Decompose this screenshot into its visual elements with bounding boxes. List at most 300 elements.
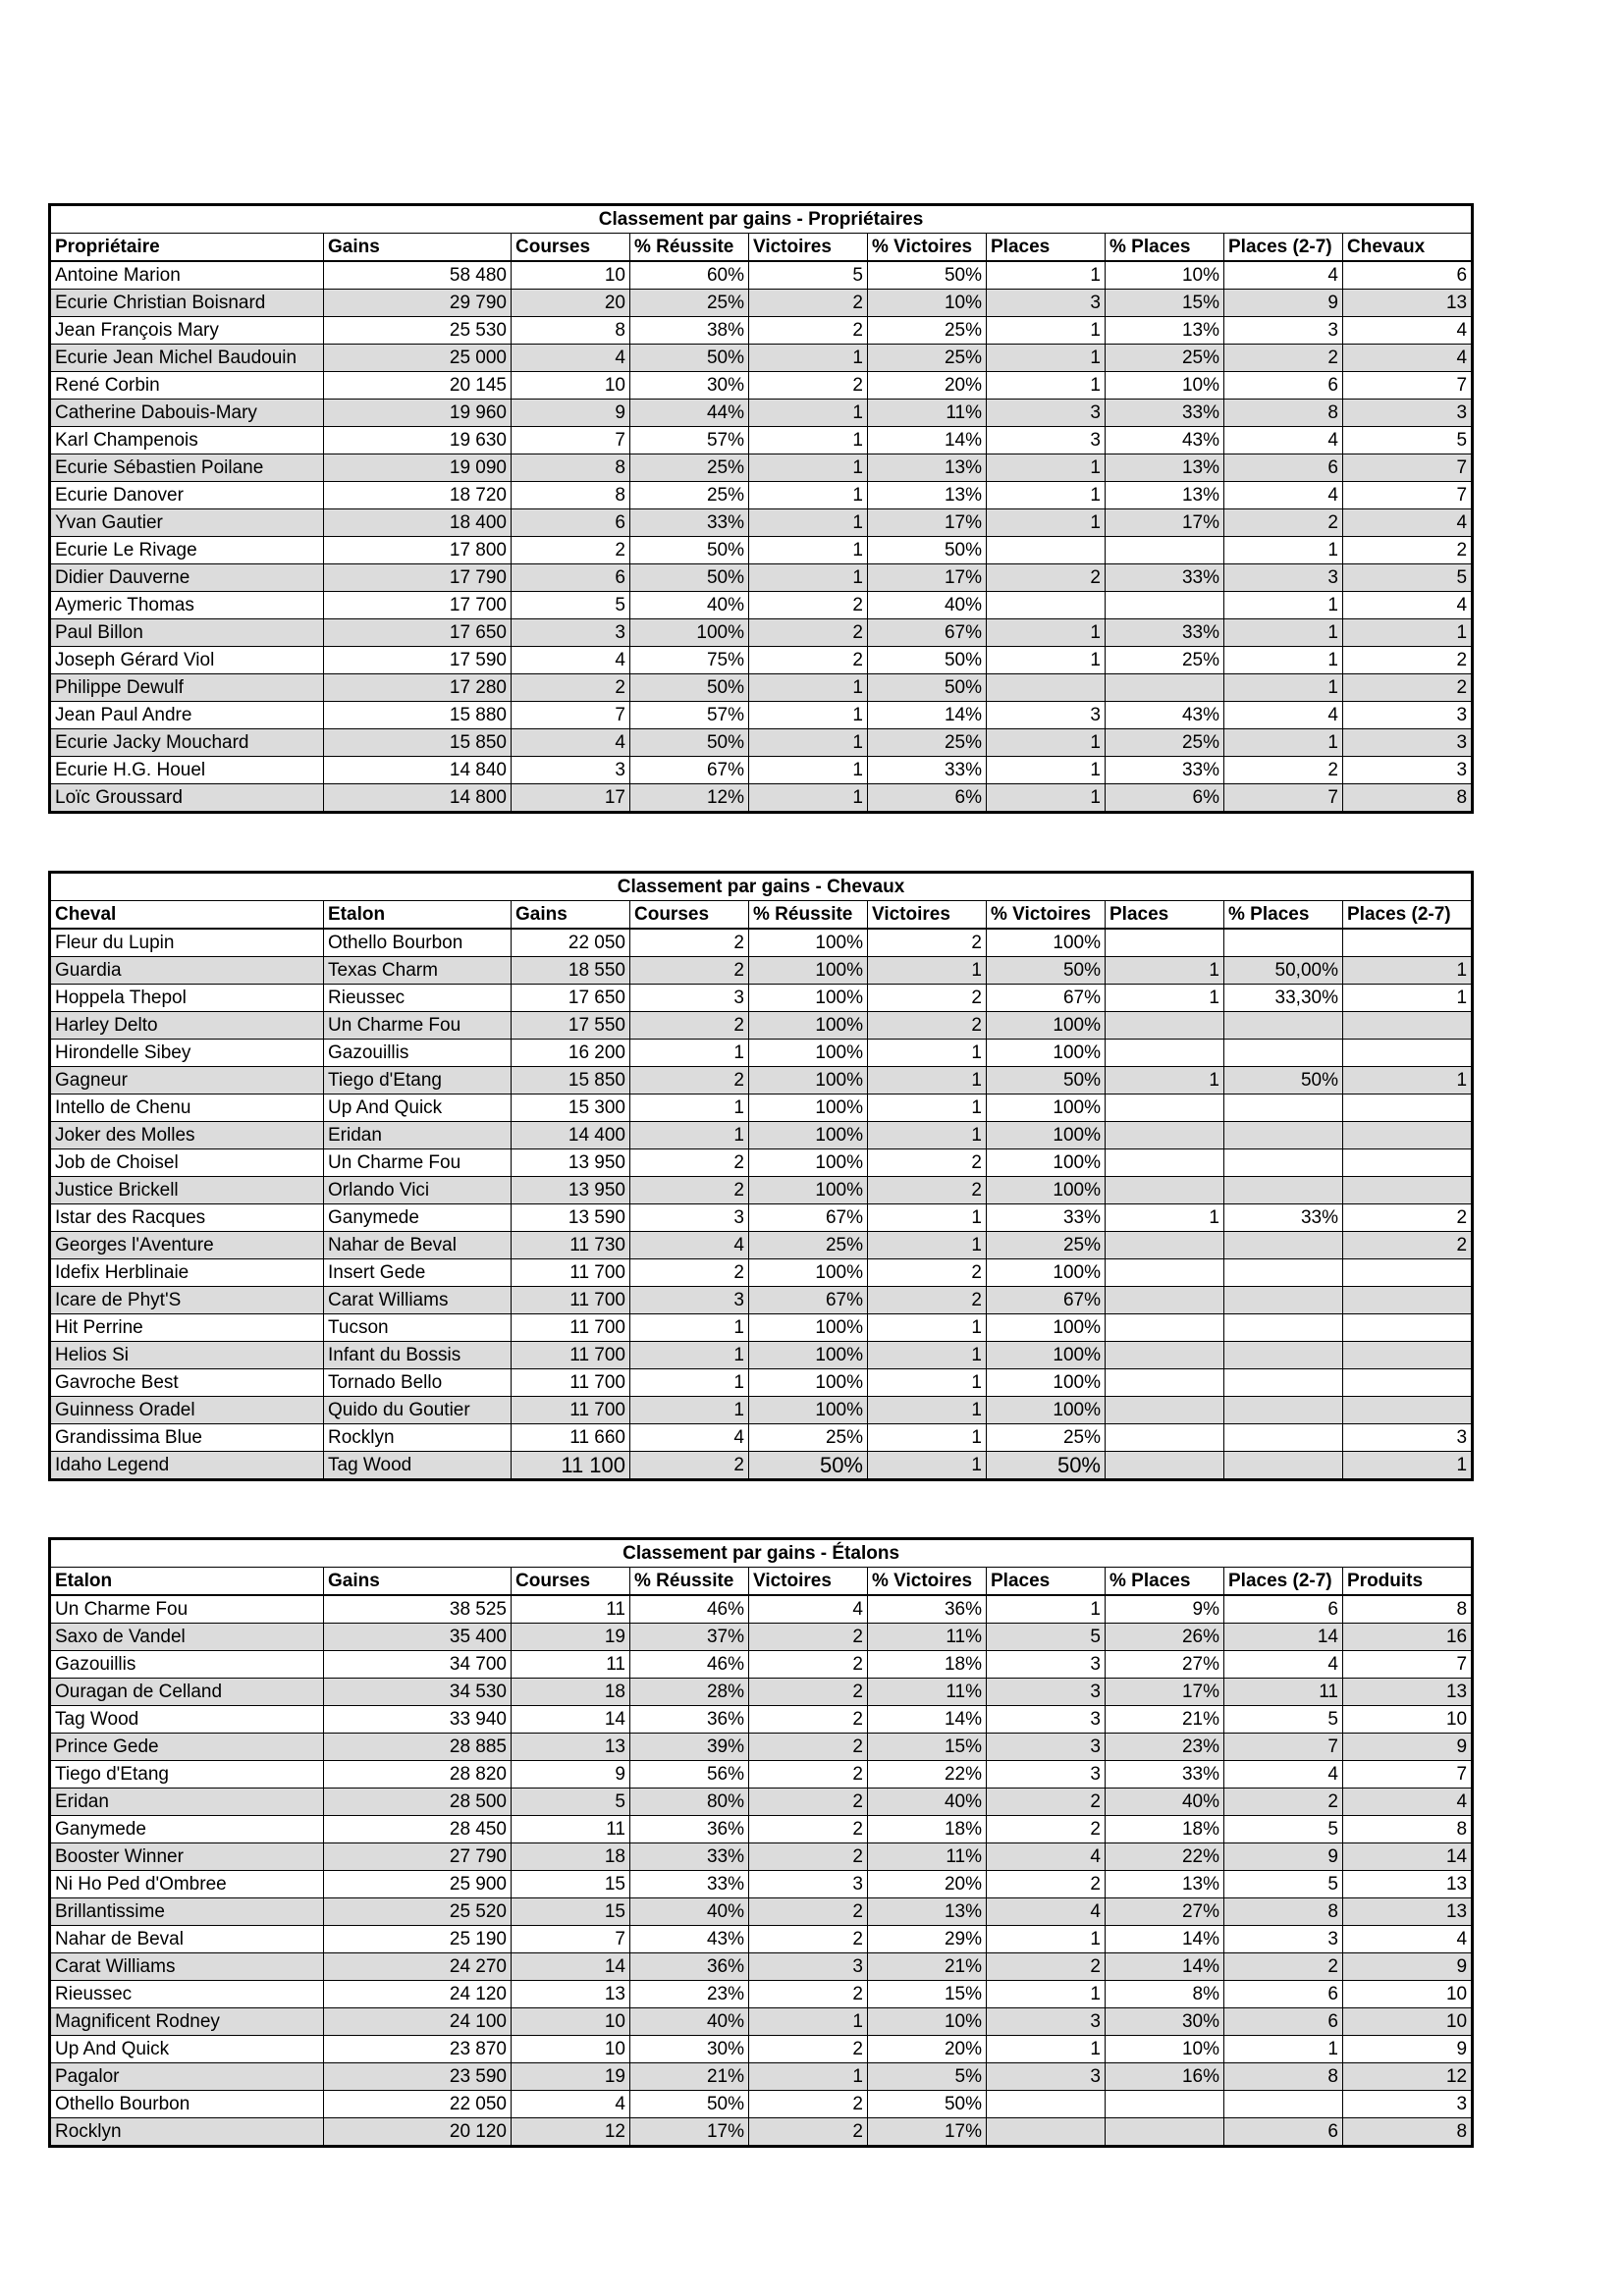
table-cell <box>1224 1342 1343 1369</box>
table-cell: 4 <box>1343 317 1473 345</box>
table-cell: 17% <box>1106 509 1224 537</box>
table-row <box>50 929 1473 957</box>
table-cell <box>1343 1342 1473 1369</box>
table-cell: 11 700 <box>512 1342 630 1369</box>
table-row <box>50 2008 1473 2036</box>
table-cell: Booster Winner <box>50 1843 324 1871</box>
table-cell: 14 400 <box>512 1122 630 1149</box>
table-row <box>50 1287 1473 1314</box>
table-cell: 1 <box>749 427 868 454</box>
table-cell: 13 590 <box>512 1204 630 1232</box>
table-cell: 13% <box>1106 317 1224 345</box>
table-cell: 1 <box>1224 2036 1343 2063</box>
column-header: Victoires <box>749 1568 868 1596</box>
table-cell: 4 <box>1224 1651 1343 1679</box>
table-cell: 1 <box>749 537 868 564</box>
table-cell: 1 <box>987 372 1106 400</box>
table-row <box>50 454 1473 482</box>
table-row <box>50 1734 1473 1761</box>
table-cell: 9 <box>1343 2036 1473 2063</box>
table-row <box>50 2063 1473 2091</box>
table-cell <box>1343 1122 1473 1149</box>
table-cell: 20 145 <box>324 372 512 400</box>
table-cell: 67% <box>749 1204 868 1232</box>
table-cell: 2 <box>630 929 749 957</box>
table-cell: 15 850 <box>324 729 512 757</box>
table-row <box>50 1706 1473 1734</box>
table-cell: 100% <box>749 1369 868 1397</box>
column-header: Places <box>1106 901 1224 930</box>
table-row <box>50 509 1473 537</box>
table-cell: Rieussec <box>324 985 512 1012</box>
table-cell <box>1224 1232 1343 1259</box>
table-cell: Orlando Vici <box>324 1177 512 1204</box>
table-cell: 50% <box>630 2091 749 2118</box>
table-cell: Eridan <box>324 1122 512 1149</box>
table-cell: 21% <box>868 1953 987 1981</box>
table-cell: 3 <box>1343 400 1473 427</box>
table-cell: Gavroche Best <box>50 1369 324 1397</box>
table-cell: 100% <box>987 1149 1106 1177</box>
table-cell: 1 <box>749 729 868 757</box>
table-cell: 13 <box>1343 1898 1473 1926</box>
table-cell: 2 <box>749 1898 868 1926</box>
table-cell: 1 <box>868 1204 987 1232</box>
table-cell: 100% <box>987 1095 1106 1122</box>
table-cell <box>1224 1452 1343 1480</box>
table-cell: Tag Wood <box>324 1452 512 1480</box>
table-cell: 13 <box>1343 1871 1473 1898</box>
table-cell: 8 <box>512 317 630 345</box>
table-cell: 80% <box>630 1789 749 1816</box>
table-cell: 2 <box>749 1651 868 1679</box>
table-cell: 3 <box>1224 317 1343 345</box>
table-cell: Fleur du Lupin <box>50 929 324 957</box>
table-cell: 3 <box>987 702 1106 729</box>
table-cell: 19 960 <box>324 400 512 427</box>
table-cell: 1 <box>630 1397 749 1424</box>
table-cell: 1 <box>1224 592 1343 619</box>
table-cell <box>1224 2091 1343 2118</box>
table-cell: 1 <box>749 674 868 702</box>
table-cell: 2 <box>749 647 868 674</box>
table-cell <box>1224 1040 1343 1067</box>
table-cell: 1 <box>987 1595 1106 1624</box>
table-cell: 28 450 <box>324 1816 512 1843</box>
table-cell: Othello Bourbon <box>50 2091 324 2118</box>
table-cell: 17 <box>512 784 630 813</box>
table-cell: 1 <box>868 1342 987 1369</box>
table-cell: 22 050 <box>324 2091 512 2118</box>
table-cell: 28% <box>630 1679 749 1706</box>
table-row <box>50 757 1473 784</box>
table-cell: 2 <box>749 1789 868 1816</box>
table-cell: 2 <box>749 317 868 345</box>
table-cell: 13 950 <box>512 1177 630 1204</box>
table-cell: 1 <box>749 400 868 427</box>
table-cell: 5 <box>1343 564 1473 592</box>
table-row <box>50 427 1473 454</box>
table-chevaux <box>48 871 1474 1481</box>
table-cell: 27% <box>1106 1651 1224 1679</box>
table-row <box>50 1314 1473 1342</box>
table-row <box>50 317 1473 345</box>
table-cell: 67% <box>868 619 987 647</box>
table-cell: 1 <box>987 619 1106 647</box>
table-cell <box>1224 929 1343 957</box>
table-row <box>50 2091 1473 2118</box>
table-cell: 23 590 <box>324 2063 512 2091</box>
column-headers <box>50 234 1473 262</box>
table-cell: 1 <box>868 1397 987 1424</box>
table-cell <box>1106 1177 1224 1204</box>
column-header: % Réussite <box>749 901 868 930</box>
table-cell: 24 270 <box>324 1953 512 1981</box>
table-cell <box>1106 674 1224 702</box>
column-header: Courses <box>512 234 630 262</box>
table-cell: 100% <box>987 1177 1106 1204</box>
table-cell: 25% <box>749 1232 868 1259</box>
table-row <box>50 784 1473 813</box>
table-row <box>50 729 1473 757</box>
table-cell: 15% <box>868 1981 987 2008</box>
table-cell: 25 190 <box>324 1926 512 1953</box>
table-cell: 2 <box>749 1624 868 1651</box>
table-cell: 100% <box>987 1342 1106 1369</box>
table-cell: 1 <box>868 1452 987 1480</box>
table-cell <box>1106 2118 1224 2147</box>
table-cell: 15 <box>512 1871 630 1898</box>
table-cell: Idefix Herblinaie <box>50 1259 324 1287</box>
table-cell: Ganymede <box>324 1204 512 1232</box>
column-header: Courses <box>630 901 749 930</box>
table-cell: 1 <box>749 757 868 784</box>
table-cell: 1 <box>987 261 1106 290</box>
table-cell: 34 530 <box>324 1679 512 1706</box>
table-cell: 14% <box>1106 1926 1224 1953</box>
table-row <box>50 1981 1473 2008</box>
column-header: Etalon <box>50 1568 324 1596</box>
table-cell: 26% <box>1106 1624 1224 1651</box>
table-cell: 14% <box>868 427 987 454</box>
table-cell: 2 <box>1343 1204 1473 1232</box>
table-cell: 10 <box>512 372 630 400</box>
table-cell: 100% <box>749 1259 868 1287</box>
table-cell: 43% <box>1106 427 1224 454</box>
table-cell: Ecurie Sébastien Poilane <box>50 454 324 482</box>
table-cell: 2 <box>749 2036 868 2063</box>
column-header: % Victoires <box>987 901 1106 930</box>
table-cell: Ecurie Jean Michel Baudouin <box>50 345 324 372</box>
table-cell: 16% <box>1106 2063 1224 2091</box>
table-cell: 18 400 <box>324 509 512 537</box>
table-cell: Yvan Gautier <box>50 509 324 537</box>
column-header: % Places <box>1224 901 1343 930</box>
table-cell: 10 <box>1343 1981 1473 2008</box>
table-row <box>50 1624 1473 1651</box>
table-cell: 1 <box>987 1981 1106 2008</box>
table-cell: 25% <box>868 345 987 372</box>
table-cell: 2 <box>1224 1789 1343 1816</box>
table-cell: 10% <box>868 2008 987 2036</box>
table-cell: 11 <box>512 1651 630 1679</box>
table-cell: 2 <box>1343 674 1473 702</box>
table-cell: 100% <box>749 1012 868 1040</box>
table-cell: 4 <box>512 647 630 674</box>
table-cell <box>1343 1314 1473 1342</box>
table-cell: 2 <box>749 290 868 317</box>
table-cell <box>1224 1397 1343 1424</box>
table-cell <box>1106 1452 1224 1480</box>
table-cell: 100% <box>749 1067 868 1095</box>
column-header: % Victoires <box>868 1568 987 1596</box>
table-cell: 35 400 <box>324 1624 512 1651</box>
table-cell: 16 <box>1343 1624 1473 1651</box>
table-cell: 50% <box>630 729 749 757</box>
table-cell: 17% <box>1106 1679 1224 1706</box>
table-cell: 1 <box>987 317 1106 345</box>
table-cell <box>1343 1095 1473 1122</box>
table-cell: 2 <box>1343 1232 1473 1259</box>
table-cell: Infant du Bossis <box>324 1342 512 1369</box>
table-cell <box>1106 1149 1224 1177</box>
table-row <box>50 619 1473 647</box>
table-cell: 36% <box>630 1816 749 1843</box>
table-cell: Hoppela Thepol <box>50 985 324 1012</box>
table-cell: Othello Bourbon <box>324 929 512 957</box>
table-cell: 7 <box>1343 482 1473 509</box>
table-cell: 6 <box>1224 454 1343 482</box>
table-cell: 100% <box>749 1342 868 1369</box>
table-cell: 14 <box>512 1953 630 1981</box>
table-cell: 100% <box>749 929 868 957</box>
table-cell: 3 <box>1224 1926 1343 1953</box>
table-cell: 12 <box>1343 2063 1473 2091</box>
table-row <box>50 1067 1473 1095</box>
table-cell: 1 <box>868 1232 987 1259</box>
table-cell: 36% <box>868 1595 987 1624</box>
table-cell: 1 <box>1106 1067 1224 1095</box>
table-row <box>50 985 1473 1012</box>
table-cell: 57% <box>630 427 749 454</box>
table-cell: 60% <box>630 261 749 290</box>
table-cell: 14% <box>868 1706 987 1734</box>
table-cell: 2 <box>749 592 868 619</box>
table-cell: 6% <box>868 784 987 813</box>
table-cell: 100% <box>749 1397 868 1424</box>
table-row <box>50 1761 1473 1789</box>
table-cell: 11% <box>868 1624 987 1651</box>
table-cell: 10% <box>1106 261 1224 290</box>
table-cell: Hirondelle Sibey <box>50 1040 324 1067</box>
table-cell: 2 <box>1343 647 1473 674</box>
table-cell: 1 <box>868 1424 987 1452</box>
table-cell <box>987 592 1106 619</box>
table-cell: 2 <box>749 1843 868 1871</box>
table-cell: 3 <box>987 1761 1106 1789</box>
table-cell: 11 730 <box>512 1232 630 1259</box>
table-cell: 8 <box>1343 1816 1473 1843</box>
table-cell: 2 <box>1224 757 1343 784</box>
table-cell: 11 660 <box>512 1424 630 1452</box>
table-cell: 1 <box>630 1342 749 1369</box>
table-cell: 50% <box>868 674 987 702</box>
table-cell: 13% <box>868 454 987 482</box>
table-row <box>50 345 1473 372</box>
column-header: Victoires <box>868 901 987 930</box>
table-cell <box>1106 1122 1224 1149</box>
table-cell: 100% <box>987 1012 1106 1040</box>
table-cell: 1 <box>1224 619 1343 647</box>
column-header: Places (2-7) <box>1224 234 1343 262</box>
table-cell <box>1106 1040 1224 1067</box>
table-cell: 5 <box>749 261 868 290</box>
table-cell: 2 <box>630 957 749 985</box>
table-cell: 7 <box>1224 1734 1343 1761</box>
table-cell: 4 <box>630 1232 749 1259</box>
table-cell <box>1106 1259 1224 1287</box>
table-cell: 1 <box>749 509 868 537</box>
table-cell: 1 <box>987 2036 1106 2063</box>
table-cell: Ecurie Danover <box>50 482 324 509</box>
column-header: Cheval <box>50 901 324 930</box>
table-cell: 2 <box>749 1706 868 1734</box>
table-cell: 36% <box>630 1706 749 1734</box>
table-cell: 9 <box>1343 1953 1473 1981</box>
table-cell: 15 880 <box>324 702 512 729</box>
table-cell: 9 <box>1224 290 1343 317</box>
table-cell: 14 800 <box>324 784 512 813</box>
table-cell: 36% <box>630 1953 749 1981</box>
table-cell: 1 <box>1343 985 1473 1012</box>
table-cell: 6 <box>1224 1981 1343 2008</box>
table-cell: 1 <box>749 454 868 482</box>
table-cell <box>1106 1424 1224 1452</box>
table-cell <box>1224 1095 1343 1122</box>
table-cell: 25% <box>987 1232 1106 1259</box>
table-cell <box>1106 1314 1224 1342</box>
table-cell: 11 100 <box>512 1452 630 1480</box>
column-headers <box>50 901 1473 930</box>
table-row <box>50 1259 1473 1287</box>
table-cell: 25% <box>630 290 749 317</box>
table-cell: Un Charme Fou <box>324 1012 512 1040</box>
table-cell: 4 <box>749 1595 868 1624</box>
table-cell: 25% <box>630 482 749 509</box>
table-cell: 17 550 <box>512 1012 630 1040</box>
table-cell: 8 <box>1343 1595 1473 1624</box>
table-cell: 1 <box>1343 619 1473 647</box>
table-row <box>50 1369 1473 1397</box>
table-title: Classement par gains - Chevaux <box>50 873 1473 901</box>
table-cell: 5 <box>1343 427 1473 454</box>
table-cell: 4 <box>512 345 630 372</box>
table-cell: 100% <box>987 1314 1106 1342</box>
table-cell: Guinness Oradel <box>50 1397 324 1424</box>
table-cell: 17 280 <box>324 674 512 702</box>
table-cell: 13% <box>868 482 987 509</box>
table-cell <box>1224 1122 1343 1149</box>
table-cell: 100% <box>987 1397 1106 1424</box>
table-cell: Loïc Groussard <box>50 784 324 813</box>
table-cell: 14 840 <box>324 757 512 784</box>
table-cell <box>1106 1342 1224 1369</box>
table-cell: 4 <box>630 1424 749 1452</box>
table-cell: 43% <box>1106 702 1224 729</box>
table-cell: 23% <box>630 1981 749 2008</box>
table-cell: 9 <box>1224 1843 1343 1871</box>
table-cell: 38 525 <box>324 1595 512 1624</box>
table-cell: 7 <box>1343 454 1473 482</box>
table-cell: 33% <box>630 509 749 537</box>
table-cell: 10 <box>1343 2008 1473 2036</box>
table-cell: 11% <box>868 1679 987 1706</box>
table-cell: 13 950 <box>512 1149 630 1177</box>
table-cell: 6 <box>512 564 630 592</box>
table-cell: 8 <box>1224 1898 1343 1926</box>
table-cell: 25% <box>1106 345 1224 372</box>
table-cell: Jean François Mary <box>50 317 324 345</box>
table-cell: Joker des Molles <box>50 1122 324 1149</box>
table-cell: Up And Quick <box>324 1095 512 1122</box>
table-cell: 11% <box>868 400 987 427</box>
table-row <box>50 1679 1473 1706</box>
table-cell: 100% <box>749 957 868 985</box>
table-cell: 58 480 <box>324 261 512 290</box>
table-cell: 1 <box>987 757 1106 784</box>
table-cell: Icare de Phyt'S <box>50 1287 324 1314</box>
table-cell: 100% <box>630 619 749 647</box>
table-cell: 2 <box>987 1816 1106 1843</box>
table-cell: Intello de Chenu <box>50 1095 324 1122</box>
table-cell: 3 <box>512 619 630 647</box>
table-cell: 2 <box>630 1259 749 1287</box>
table-cell: 5 <box>1224 1871 1343 1898</box>
table-cell: 100% <box>987 1040 1106 1067</box>
table-row <box>50 1789 1473 1816</box>
column-header: Gains <box>512 901 630 930</box>
table-cell: 27 790 <box>324 1843 512 1871</box>
table-cell: 1 <box>1224 647 1343 674</box>
table-cell: 13% <box>1106 1871 1224 1898</box>
table-cell: 14% <box>1106 1953 1224 1981</box>
table-cell: Helios Si <box>50 1342 324 1369</box>
table-cell: Un Charme Fou <box>50 1595 324 1624</box>
table-cell: 5 <box>987 1624 1106 1651</box>
table-cell: 5 <box>512 1789 630 1816</box>
table-cell: 1 <box>987 482 1106 509</box>
table-cell: 13 <box>512 1734 630 1761</box>
table-cell: 100% <box>749 1095 868 1122</box>
table-cell: Grandissima Blue <box>50 1424 324 1452</box>
table-cell <box>1343 1040 1473 1067</box>
table-cell: Paul Billon <box>50 619 324 647</box>
table-cell: 2 <box>1224 1953 1343 1981</box>
table-cell: 17 800 <box>324 537 512 564</box>
table-cell: 3 <box>987 2008 1106 2036</box>
table-cell: Ni Ho Ped d'Ombree <box>50 1871 324 1898</box>
table-cell: 5 <box>512 592 630 619</box>
table-cell: 4 <box>987 1898 1106 1926</box>
table-cell: 22% <box>868 1761 987 1789</box>
table-cell: 2 <box>749 1734 868 1761</box>
table-cell: 33 940 <box>324 1706 512 1734</box>
table-cell: 22% <box>1106 1843 1224 1871</box>
table-etalons <box>48 1537 1474 2148</box>
table-cell: 2 <box>749 1926 868 1953</box>
column-header: Places (2-7) <box>1224 1568 1343 1596</box>
table-cell <box>1343 1369 1473 1397</box>
